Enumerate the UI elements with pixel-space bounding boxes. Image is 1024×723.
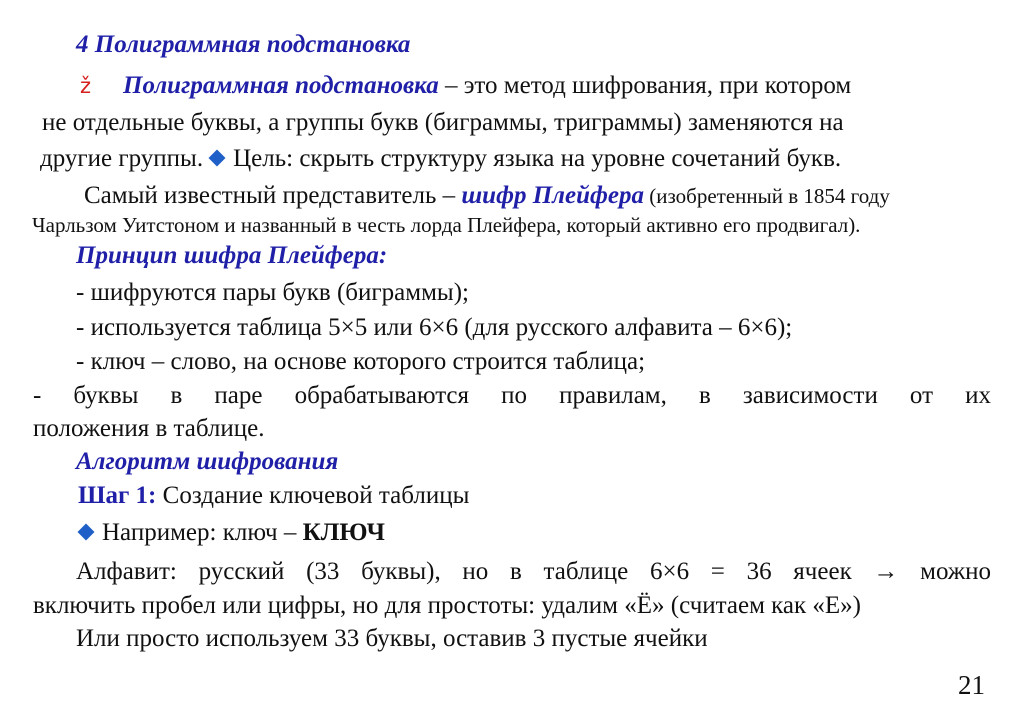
definition-part-3: другие группы. — [40, 145, 204, 172]
famous-line-1 — [84, 181, 890, 211]
famous-prefix: Самый известный представитель – — [84, 182, 462, 209]
diamond-bullet-icon — [209, 150, 226, 167]
term-polygram: Полиграммная подстановка — [123, 72, 439, 99]
page-number: 21 — [958, 670, 985, 700]
example-prefix: Например: ключ – — [102, 519, 303, 546]
definition-part-1: – это метод шифрования, при котором — [438, 72, 852, 99]
diamond-bullet-icon — [78, 524, 95, 541]
step-1-line — [78, 481, 469, 511]
example-line — [72, 518, 385, 548]
goal-text: Цель: скрыть структуру языка на уровне сочетаний букв. — [233, 145, 842, 172]
principle-item-1: - шифруются пары букв (биграммы); — [76, 279, 469, 306]
famous-paren-open: (изобретенный в 1854 году — [644, 184, 890, 208]
principle-item-3: - ключ – слово, на основе которого строится таблица; — [76, 348, 646, 375]
intro-line-3 — [40, 144, 841, 174]
intro-line-2: не отдельные буквы, а группы букв (биграммы, триграммы) заменяются на — [42, 109, 844, 136]
principle-item-2: - используется таблица 5×5 или 6×6 (для русского алфавита – 6×6); — [76, 314, 793, 341]
step-1-text: Создание ключевой таблицы — [156, 482, 470, 509]
intro-line-1 — [80, 71, 851, 101]
example-key: КЛЮЧ — [302, 519, 385, 546]
principle-item-4-cont: положения в таблице. — [33, 415, 265, 442]
alt-line: Или просто используем 33 буквы, оставив 3 пустые ячейки — [76, 625, 708, 652]
famous-line-2: Чарльзом Уитстоном и названный в честь лорда Плейфера, который активно его продвигал). — [32, 213, 861, 237]
slide-title: 4 Полиграммная подстановка — [76, 31, 411, 58]
alphabet-line-1: Алфавит: русский (33 буквы), но в таблице 6×6 = 36 ячеек → можно — [76, 558, 991, 585]
alphabet-line-2: включить пробел или цифры, но для простоты: удалим «Ё» (считаем как «Е») — [33, 592, 861, 619]
principle-heading: Принцип шифра Плейфера: — [76, 242, 388, 269]
playfair-cipher-name: шифр Плейфера — [461, 182, 644, 209]
algorithm-heading: Алгоритм шифрования — [76, 448, 339, 475]
red-z-bullet-icon: ž — [80, 74, 92, 98]
principle-item-4: - буквы в паре обрабатываются по правилам, в зависимости от их — [33, 382, 991, 409]
step-1-label: Шаг 1: — [78, 482, 157, 509]
